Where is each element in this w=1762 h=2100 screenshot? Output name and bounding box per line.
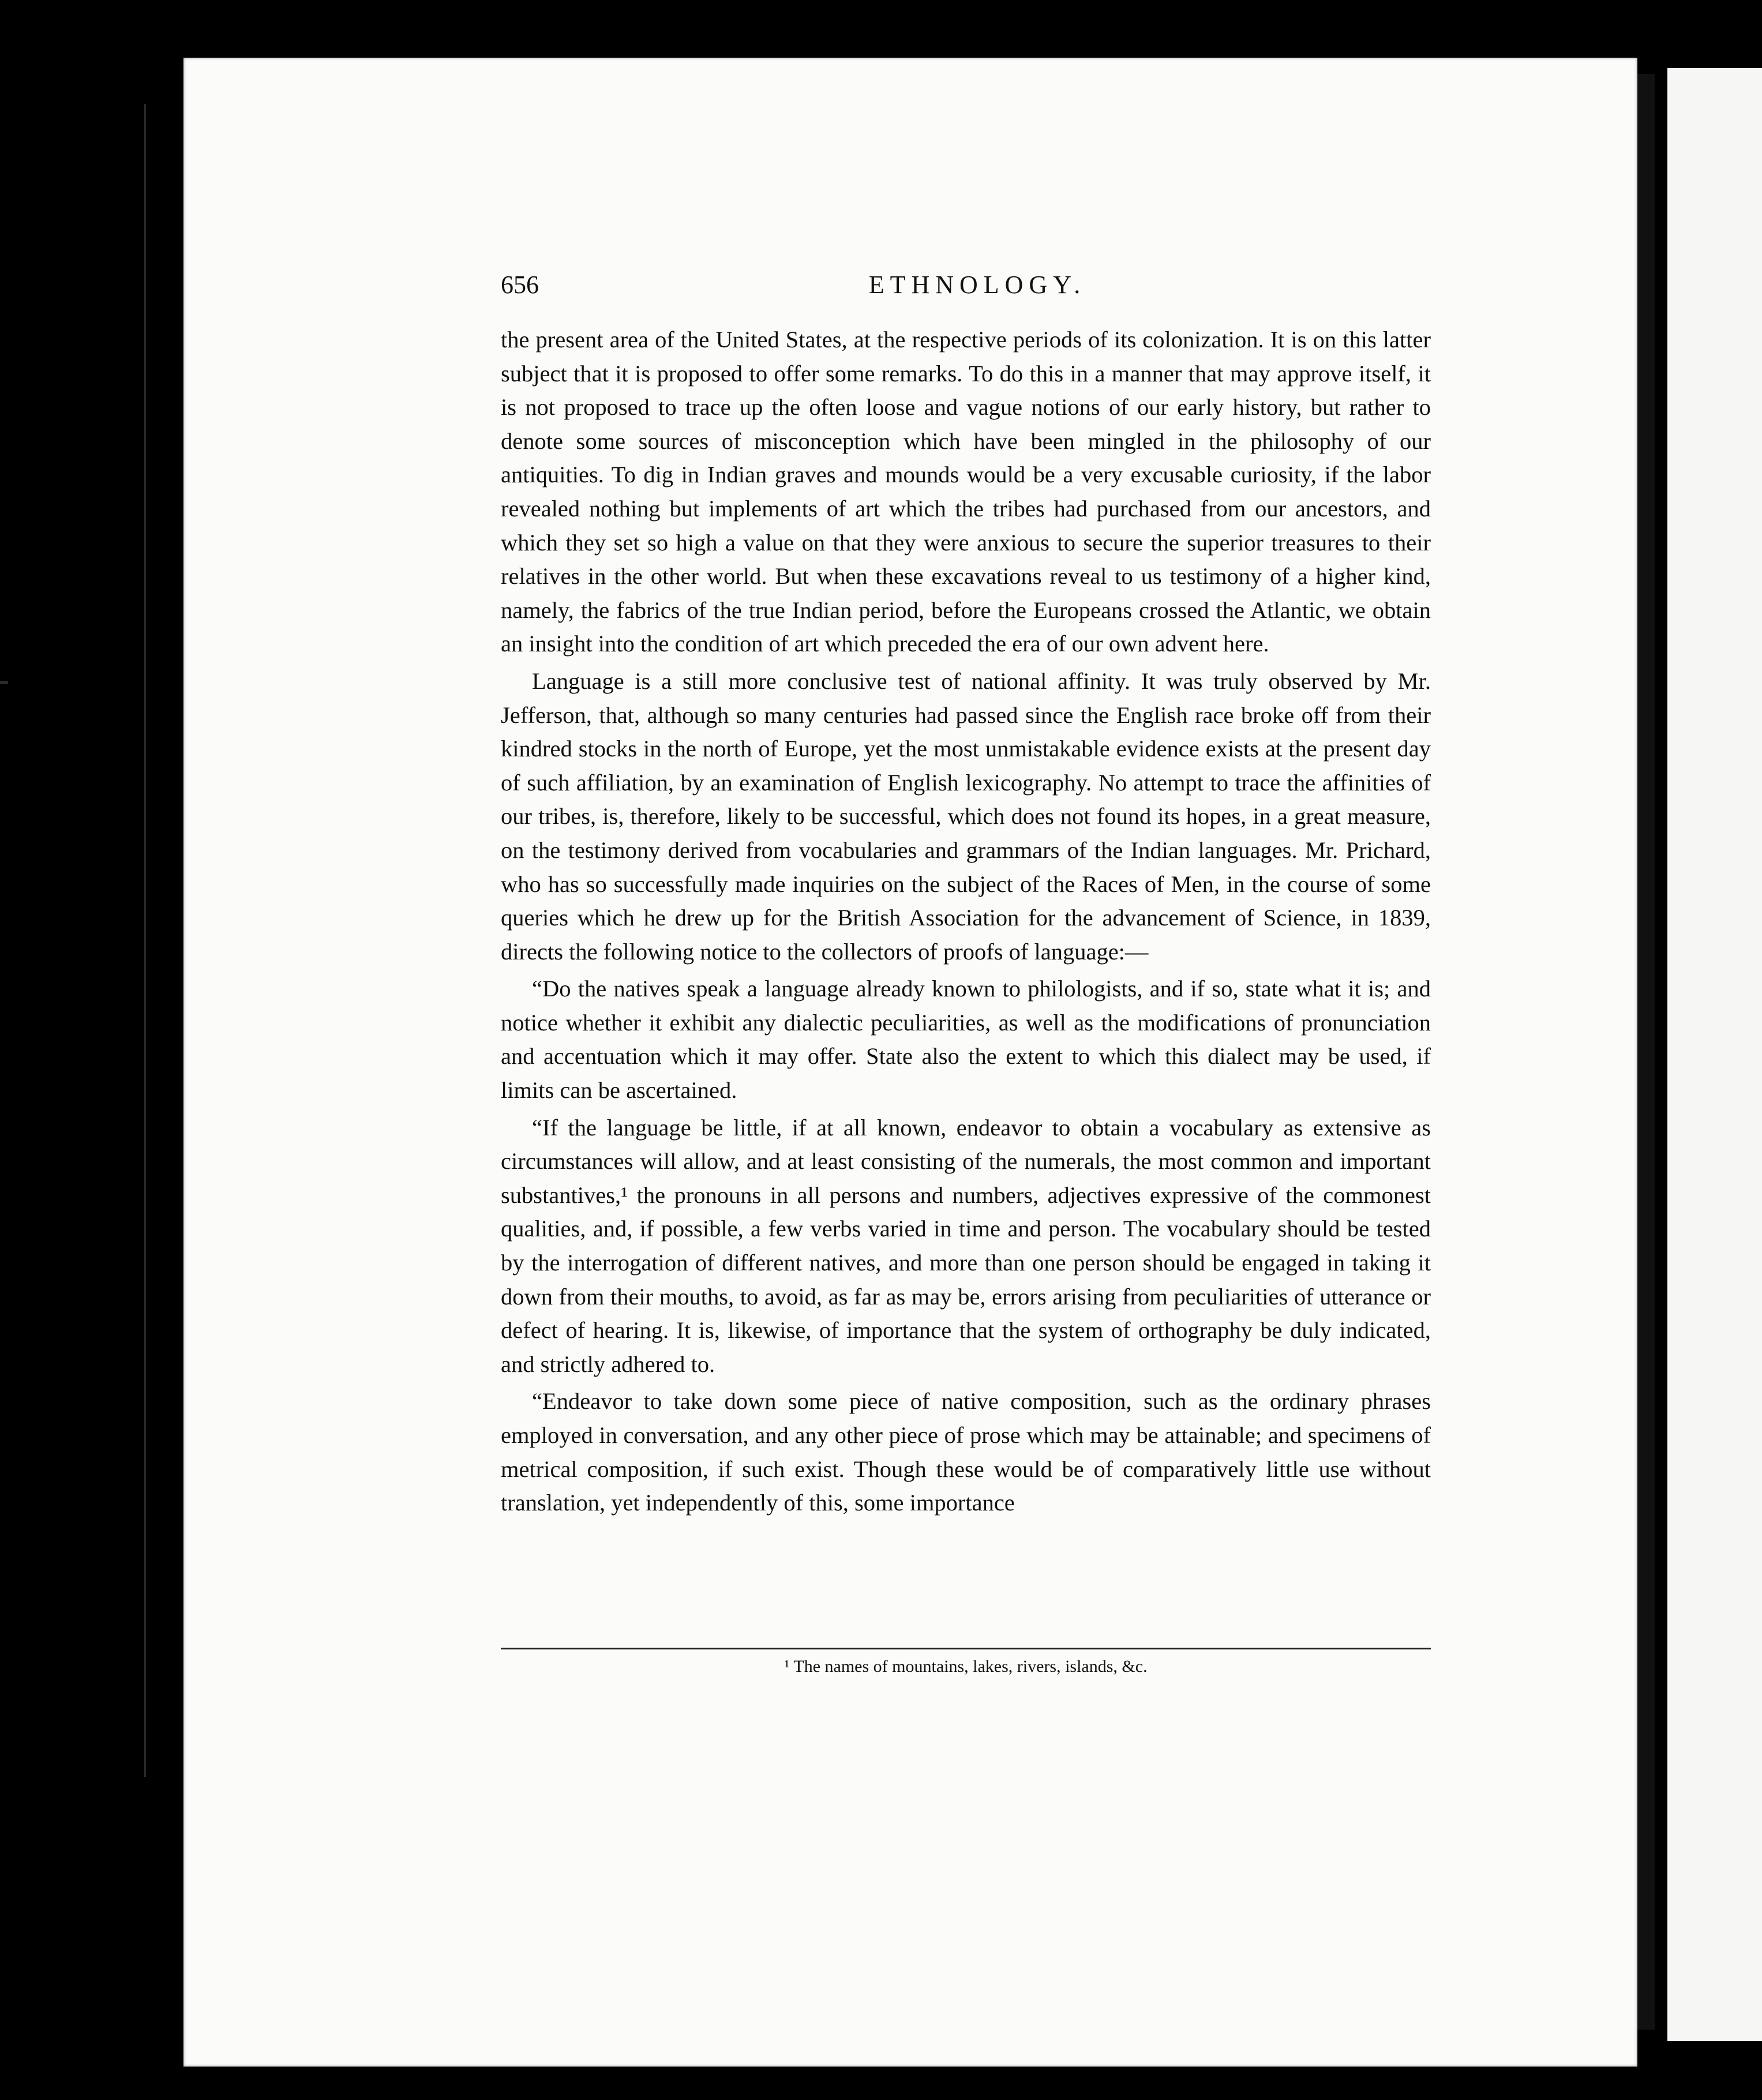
binding-mark: [0, 681, 8, 684]
running-head: [501, 270, 1431, 310]
paragraph: the present area of the United States, at the respective periods of its colonization. It is on this latter subject that it is proposed to offer some remarks. To do this in a manner that may approve itself, it is not proposed to trace up the often loose and vague notions of our early history, but rather to denote some sources of misconception which have been mingled in the philosophy of our antiquities. To dig in Indian graves and mounds would be a very excusable curiosity, if the labor revealed nothing but implements of art which the tribes had purchased from our ancestors, and which they set so high a value on that they were anxious to secure the superior treasures to their relatives in the other world. But when these excavations reveal to us testimony of a higher kind, namely, the fabrics of the true Indian period, before the Europeans crossed the Atlantic, we obtain an insight into the condition of art which preceded the era of our own advent here.: [501, 327, 1431, 657]
page-gutter-edge: [1637, 74, 1655, 2030]
paragraph: Language is a still more conclusive test of national affinity. It was truly observed by Mr. Jefferson, that, although so many centuries had passed since the English race broke off from their kindred stocks in the north of Europe, yet the most unmistakable evidence exists at the present day of such affiliation, by an examination of English lexicography. No attempt to trace the affinities of our tribes, is, therefore, likely to be successful, which does not found its hopes, in a great measure, on the testimony derived from vocabularies and grammars of the Indian languages. Mr. Prichard, who has so successfully made inquiries on the subject of the Races of Men, in the course of some queries which he drew up for the British Association for the advancement of Science, in 1839, directs the following notice to the collectors of proofs of language:—: [501, 667, 1431, 965]
footnote: ¹ The names of mountains, lakes, rivers, islands, &c.: [784, 1657, 1148, 1676]
facing-page-edge: [1667, 68, 1762, 2041]
binding-mark: [144, 104, 146, 1777]
page-number: 656: [501, 271, 539, 299]
running-title: ETHNOLOGY.: [868, 271, 1086, 299]
quoted-paragraph: “Do the natives speak a language already known to philologists, and if so, state what it is; and notice whether it exhibit any dialectic peculiarities, as well as the modifications of pronunciation and accentuation which it may offer. State also the extent to which this dialect may be used, if limits can be ascertained.: [501, 976, 1431, 1104]
quoted-paragraph: “Endeavor to take down some piece of native composition, such as the ordinary phrases employed in conversation, and any other piece of prose which may be attainable; and specimens of metrical composition, if such exist. Though these would be of comparatively little use without translation, yet independently of this, some importance: [501, 1388, 1431, 1516]
footnote-rule: [501, 1648, 1431, 1649]
body-text: [501, 323, 1431, 1520]
quoted-paragraph: “If the language be little, if at all known, endeavor to obtain a vocabulary as extensive as circumstances will allow, and at least consisting of the numerals, the most common and important substantives,¹ the pronouns in all persons and numbers, adjectives expressive of the commonest qualities, and, if possible, a few verbs varied in time and person. The vocabulary should be tested by the interrogation of different natives, and more than one person should be engaged in taking it down from their mouths, to avoid, as far as may be, errors arising from peculiarities of utterance or defect of hearing. It is, likewise, of importance that the system of orthography be duly indicated, and strictly adhered to.: [501, 1114, 1431, 1377]
